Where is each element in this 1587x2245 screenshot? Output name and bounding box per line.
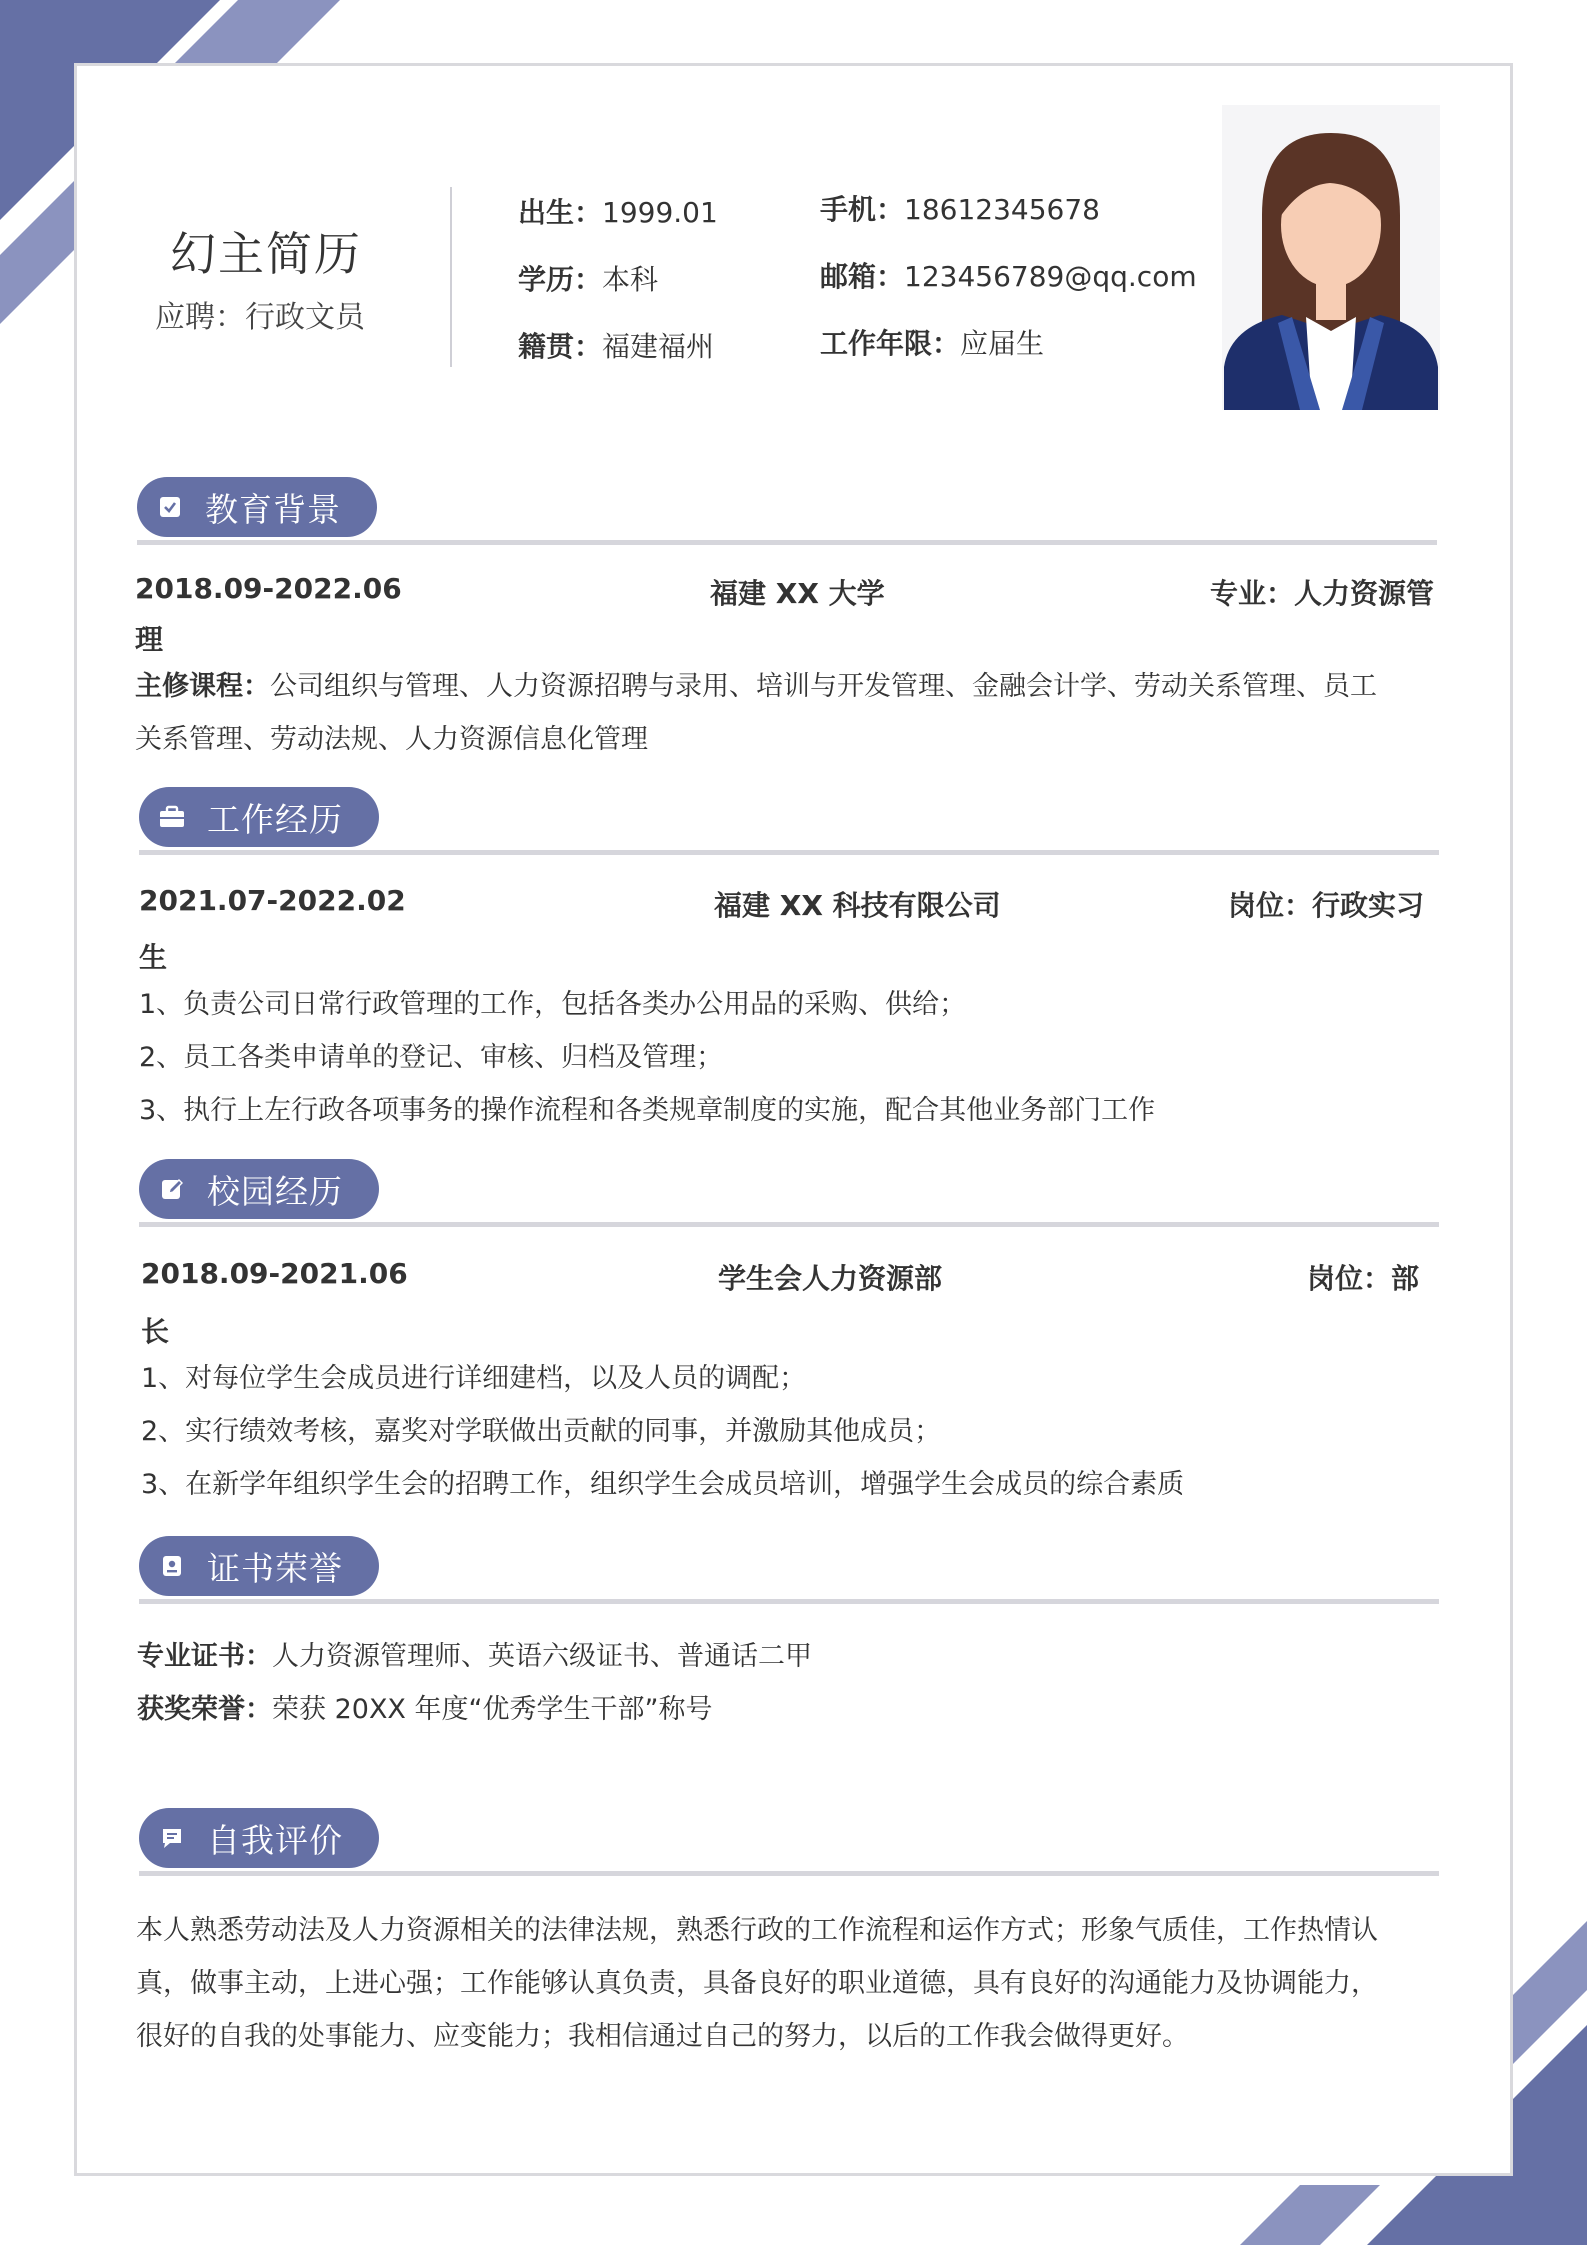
section-title: 工作经历 [207,799,343,839]
work-date: 2021.07-2022.02 [139,884,406,917]
education-courses [135,660,1455,755]
courses-line [135,660,1455,713]
section-divider [139,1871,1439,1876]
section-divider [139,1599,1439,1604]
campus-position: 岗位：部 [1307,1262,1420,1295]
duty-line: 3、在新学年组织学生会的招聘工作，组织学生会成员培训，增强学生会成员的综合素质 [141,1469,1185,1500]
section-title: 证书荣誉 [207,1548,343,1588]
section-campus-header [139,1159,379,1219]
apply-value: 行政文员 [245,300,365,335]
education-date: 2018.09-2022.06 [135,572,402,605]
duty-line: 1、对每位学生会成员进行详细建档，以及人员的调配； [141,1363,807,1394]
header-divider [450,187,452,367]
edu-value: 本科 [602,263,659,296]
courses-line: 关系管理、劳动法规、人力资源信息化管理 [135,724,648,755]
section-certs-header [139,1536,379,1596]
phone-label: 手机： [820,193,905,226]
cert-label: 专业证书： [137,1641,272,1672]
resume-name: 幻主简历 [170,227,362,281]
duty-line: 3、执行上左行政各项事务的操作流程和各类规章制度的实施，配合其他业务部门工作 [139,1095,1156,1126]
work-duties [139,978,1459,1126]
phone-info [820,188,1100,228]
eval-line: 很好的自我的处事能力、应变能力；我相信通过自己的努力，以后的工作我会做得更好。 [136,2021,1189,2052]
birth-label: 出生： [518,196,603,229]
section-education-header [137,477,377,537]
courses-text: 公司组织与管理、人力资源招聘与录用、培训与开发管理、金融会计学、劳动关系管理、员工 [270,671,1377,702]
section-title: 自我评价 [207,1820,343,1860]
award-line [137,1683,1457,1736]
eval-line: 本人熟悉劳动法及人力资源相关的法律法规，熟悉行政的工作流程和运作方式；形象气质佳，工作热情认 [136,1915,1378,1946]
certificate-icon [159,1553,185,1579]
birth-info [518,191,718,231]
certs-content [137,1630,1457,1736]
self-evaluation-text [136,1904,1466,2063]
section-title: 校园经历 [207,1171,343,1211]
years-value: 应届生 [960,327,1045,360]
campus-position-wrap: 长 [141,1315,170,1348]
birth-value: 1999.01 [602,196,718,229]
edu-label: 学历： [518,263,603,296]
section-divider [137,540,1437,545]
checkbox-icon [157,494,183,520]
email-label: 邮箱： [820,260,905,293]
email-info [820,255,1197,295]
edit-icon [159,1176,185,1202]
work-position-wrap: 生 [139,941,168,974]
applied-position [155,292,365,336]
education-major-wrap: 理 [135,623,164,656]
origin-value: 福建福州 [602,330,715,363]
cert-line [137,1630,1457,1683]
work-position: 岗位：行政实习 [1228,889,1425,922]
section-divider [139,1222,1439,1227]
section-title: 教育背景 [205,489,341,529]
campus-org: 学生会人力资源部 [718,1262,943,1295]
campus-duties [141,1352,1461,1500]
education-info [518,258,658,298]
origin-label: 籍贯： [518,330,603,363]
work-company: 福建 XX 科技有限公司 [714,889,1001,922]
award-value: 荣获 20XX 年度“优秀学生干部”称号 [272,1694,713,1725]
avatar [1222,105,1440,410]
duty-line: 1、负责公司日常行政管理的工作，包括各类办公用品的采购、供给； [139,989,967,1020]
duty-line: 2、实行绩效考核，嘉奖对学联做出贡献的同事，并激励其他成员； [141,1416,942,1447]
duty-line: 2、员工各类申请单的登记、审核、归档及管理； [139,1042,724,1073]
section-divider [139,850,1439,855]
years-info [820,322,1044,362]
section-work-header [139,787,379,847]
years-label: 工作年限： [820,327,961,360]
courses-label: 主修课程： [135,671,270,702]
briefcase-icon [159,804,185,830]
eval-line: 真，做事主动，上进心强；工作能够认真负责，具备良好的职业道德，具有良好的沟通能力及协调能力， [136,1968,1378,1999]
phone-value: 18612345678 [904,193,1100,226]
campus-date: 2018.09-2021.06 [141,1257,408,1290]
section-self-eval-header [139,1808,379,1868]
email-value: 123456789@qq.com [904,260,1197,293]
education-major: 专业：人力资源管 [1210,577,1435,610]
cert-value: 人力资源管理师、英语六级证书、普通话二甲 [272,1641,812,1672]
comment-icon [159,1825,185,1851]
apply-label: 应聘： [155,300,245,335]
origin-info [518,325,714,365]
award-label: 获奖荣誉： [137,1694,272,1725]
education-school: 福建 XX 大学 [710,577,885,610]
